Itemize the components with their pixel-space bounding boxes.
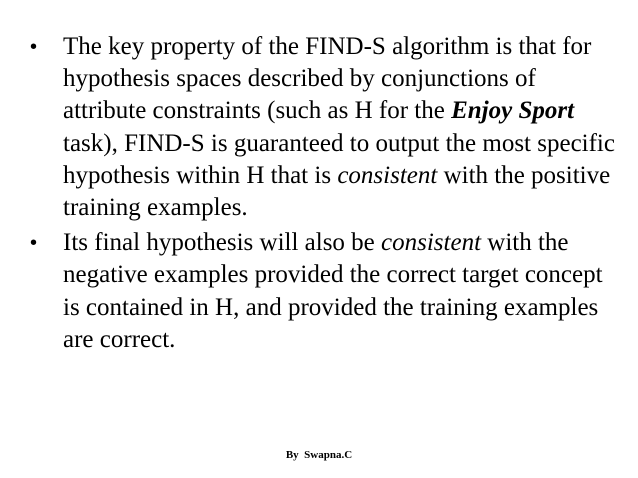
bullet-text-segment: with the positive training examples. bbox=[63, 161, 611, 222]
bullet-text-segment: Its final hypothesis will also be bbox=[63, 229, 382, 257]
emphasis-enjoy-sport: Enjoy Sport bbox=[451, 97, 575, 125]
bullet-item-find-s-property bbox=[30, 31, 620, 224]
bullet-list bbox=[30, 31, 620, 356]
bullet-marker: • bbox=[30, 232, 38, 255]
bullet-text-segment: task), FIND-S is guaranteed to output the most specific hypothesis within H that is bbox=[63, 129, 615, 189]
bullet-item-final-hypothesis bbox=[30, 227, 620, 356]
bullet-text-segment: The key property of the FIND-S algorithm is that for hypothesis spaces described by conjunctions of attribute constraints (such as H for the bbox=[63, 33, 592, 125]
footer-author: By Swapna.C bbox=[285, 449, 353, 461]
emphasis-consistent: consistent bbox=[337, 161, 438, 189]
emphasis-consistent: consistent bbox=[381, 229, 482, 257]
bullet-marker: • bbox=[30, 36, 38, 58]
bullet-text-segment: with the negative examples provided the correct target concept is contained in H, and provided the training examples are correct. bbox=[63, 229, 603, 353]
